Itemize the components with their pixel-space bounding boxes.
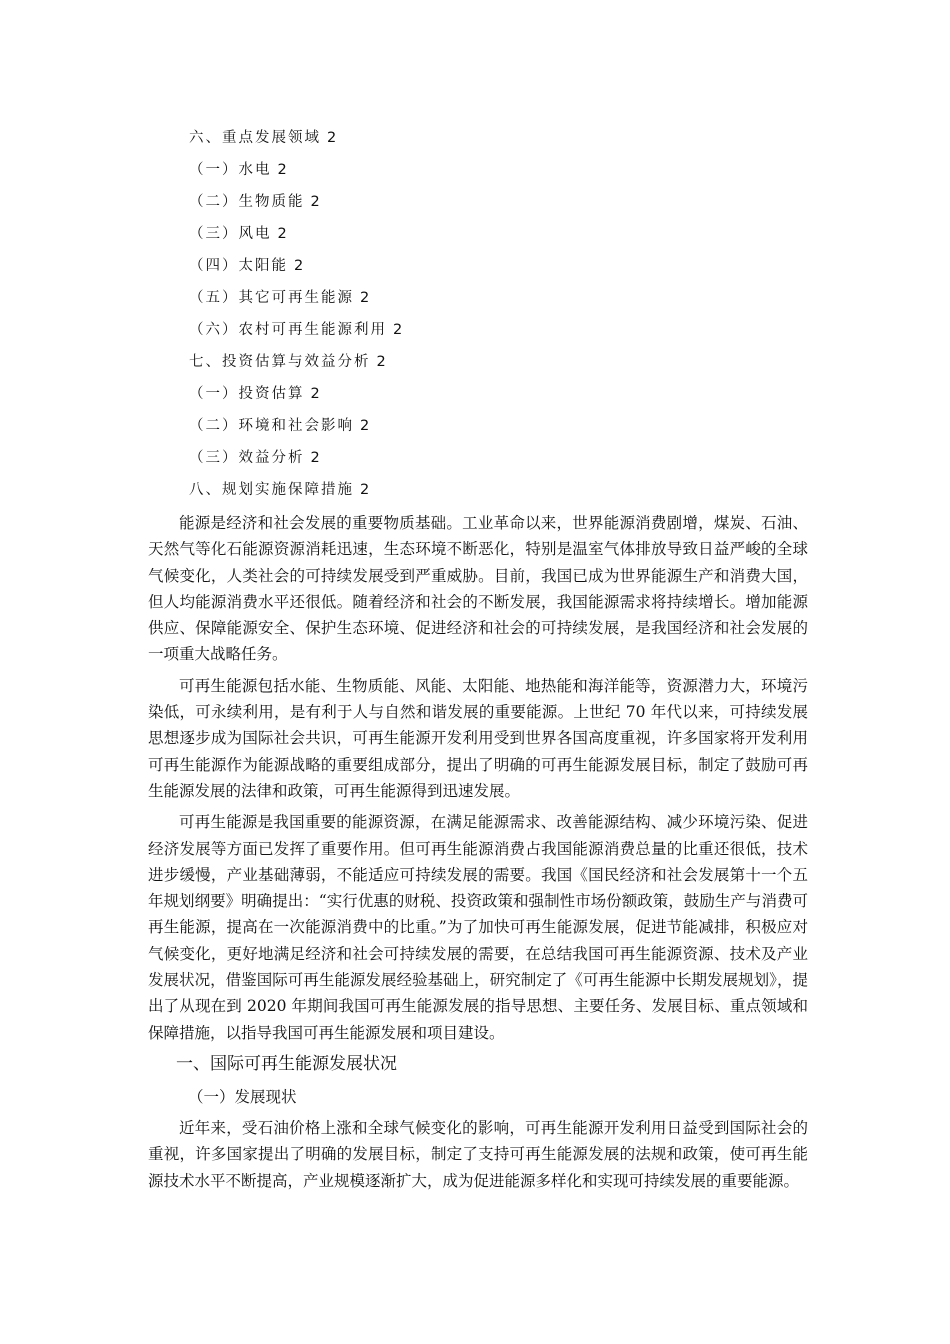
toc-entry[interactable]	[189, 222, 404, 254]
toc-entry-page: 2	[294, 258, 306, 274]
toc-entry[interactable]	[189, 350, 404, 382]
toc-entry-text: （二）生物质能	[189, 194, 305, 210]
toc-entry-text: （三）效益分析	[189, 450, 305, 466]
toc-entry-page: 2	[277, 162, 289, 178]
section-heading: 一、国际可再生能源发展状况	[176, 1053, 397, 1074]
toc-entry[interactable]	[189, 446, 404, 478]
toc-entry[interactable]	[189, 382, 404, 414]
toc-entry-text: 七、投资估算与效益分析	[189, 354, 371, 370]
toc-entry[interactable]	[189, 126, 404, 158]
toc-entry-text: （六）农村可再生能源利用	[189, 322, 387, 338]
toc-entry-text: 六、重点发展领域	[189, 130, 321, 146]
toc-entry-text: （一）投资估算	[189, 386, 305, 402]
toc-entry-page: 2	[360, 290, 372, 306]
toc-entry-page: 2	[360, 482, 372, 498]
toc-entry-page: 2	[376, 354, 388, 370]
toc-entry-page: 2	[327, 130, 339, 146]
toc-entry[interactable]	[189, 286, 404, 318]
toc-entry-text: （三）风电	[189, 226, 272, 242]
toc-entry-page: 2	[310, 386, 322, 402]
subsection-heading: （一）发展现状	[188, 1087, 297, 1106]
toc-entry[interactable]	[189, 254, 404, 286]
toc-entry[interactable]	[189, 318, 404, 350]
body-paragraph: 可再生能源是我国重要的能源资源，在满足能源需求、改善能源结构、减少环境污染、促进经济发展等方面已发挥了重要作用。但可再生能源消费占我国能源消费总量的比重还很低，技术进步缓慢，产业基础薄弱，不能适应可持续发展的需要。我国《国民经济和社会发展第十一个五年规划纲要》明确提出：“实行优惠的财税、投资政策和强制性市场份额政策，鼓励生产与消费可再生能源，提高在一次能源消费中的比重。”为了加快可再生能源发展，促进节能减排，积极应对气候变化，更好地满足经济和社会可持续发展的需要，在总结我国可再生能源资源、技术及产业发展状况，借鉴国际可再生能源发展经验基础上，研究制定了《可再生能源中长期发展规划》，提出了从现在到 2020 年期间我国可再生能源发展的指导思想、主要任务、发展目标、重点领域和保障措施，以指导我国可再生能源发展和项目建设。	[148, 813, 808, 1042]
toc-entry[interactable]	[189, 158, 404, 190]
toc-entry-page: 2	[393, 322, 405, 338]
toc-entry-page: 2	[360, 418, 372, 434]
document-body	[148, 510, 808, 1199]
toc-entry-text: （一）水电	[189, 162, 272, 178]
body-paragraph: 近年来，受石油价格上涨和全球气候变化的影响，可再生能源开发利用日益受到国际社会的重视，许多国家提出了明确的发展目标，制定了支持可再生能源发展的法规和政策，使可再生能源技术水平不断提高，产业规模逐渐扩大，成为促进能源多样化和实现可持续发展的重要能源。	[148, 1118, 808, 1190]
toc-entry[interactable]	[189, 478, 404, 510]
toc-entry[interactable]	[189, 414, 404, 446]
toc-entry-text: （四）太阳能	[189, 258, 288, 274]
toc-entry-text: 八、规划实施保障措施	[189, 482, 354, 498]
body-paragraph: 可再生能源包括水能、生物质能、风能、太阳能、地热能和海洋能等，资源潜力大，环境污染低，可永续利用，是有利于人与自然和谐发展的重要能源。上世纪 70 年代以来，可持续发展思想逐步成为国际社会共识，可再生能源开发利用受到世界各国高度重视，许多国家将开发利用可再生能源作为能源战略的重要组成部分，提出了明确的可再生能源发展目标，制定了鼓励可再生能源发展的法律和政策，可再生能源得到迅速发展。	[148, 676, 808, 800]
toc-entry-page: 2	[310, 450, 322, 466]
toc-entry-page: 2	[310, 194, 322, 210]
table-of-contents	[189, 126, 404, 510]
toc-entry-text: （二）环境和社会影响	[189, 418, 354, 434]
toc-entry-text: （五）其它可再生能源	[189, 290, 354, 306]
toc-entry[interactable]	[189, 190, 404, 222]
toc-entry-page: 2	[277, 226, 289, 242]
body-paragraph: 能源是经济和社会发展的重要物质基础。工业革命以来，世界能源消费剧增，煤炭、石油、天然气等化石能源资源消耗迅速，生态环境不断恶化，特别是温室气体排放导致日益严峻的全球气候变化，人类社会的可持续发展受到严重威胁。目前，我国已成为世界能源生产和消费大国，但人均能源消费水平还很低。随着经济和社会的不断发展，我国能源需求将持续增长。增加能源供应、保障能源安全、保护生态环境、促进经济和社会的可持续发展，是我国经济和社会发展的一项重大战略任务。	[148, 514, 808, 664]
